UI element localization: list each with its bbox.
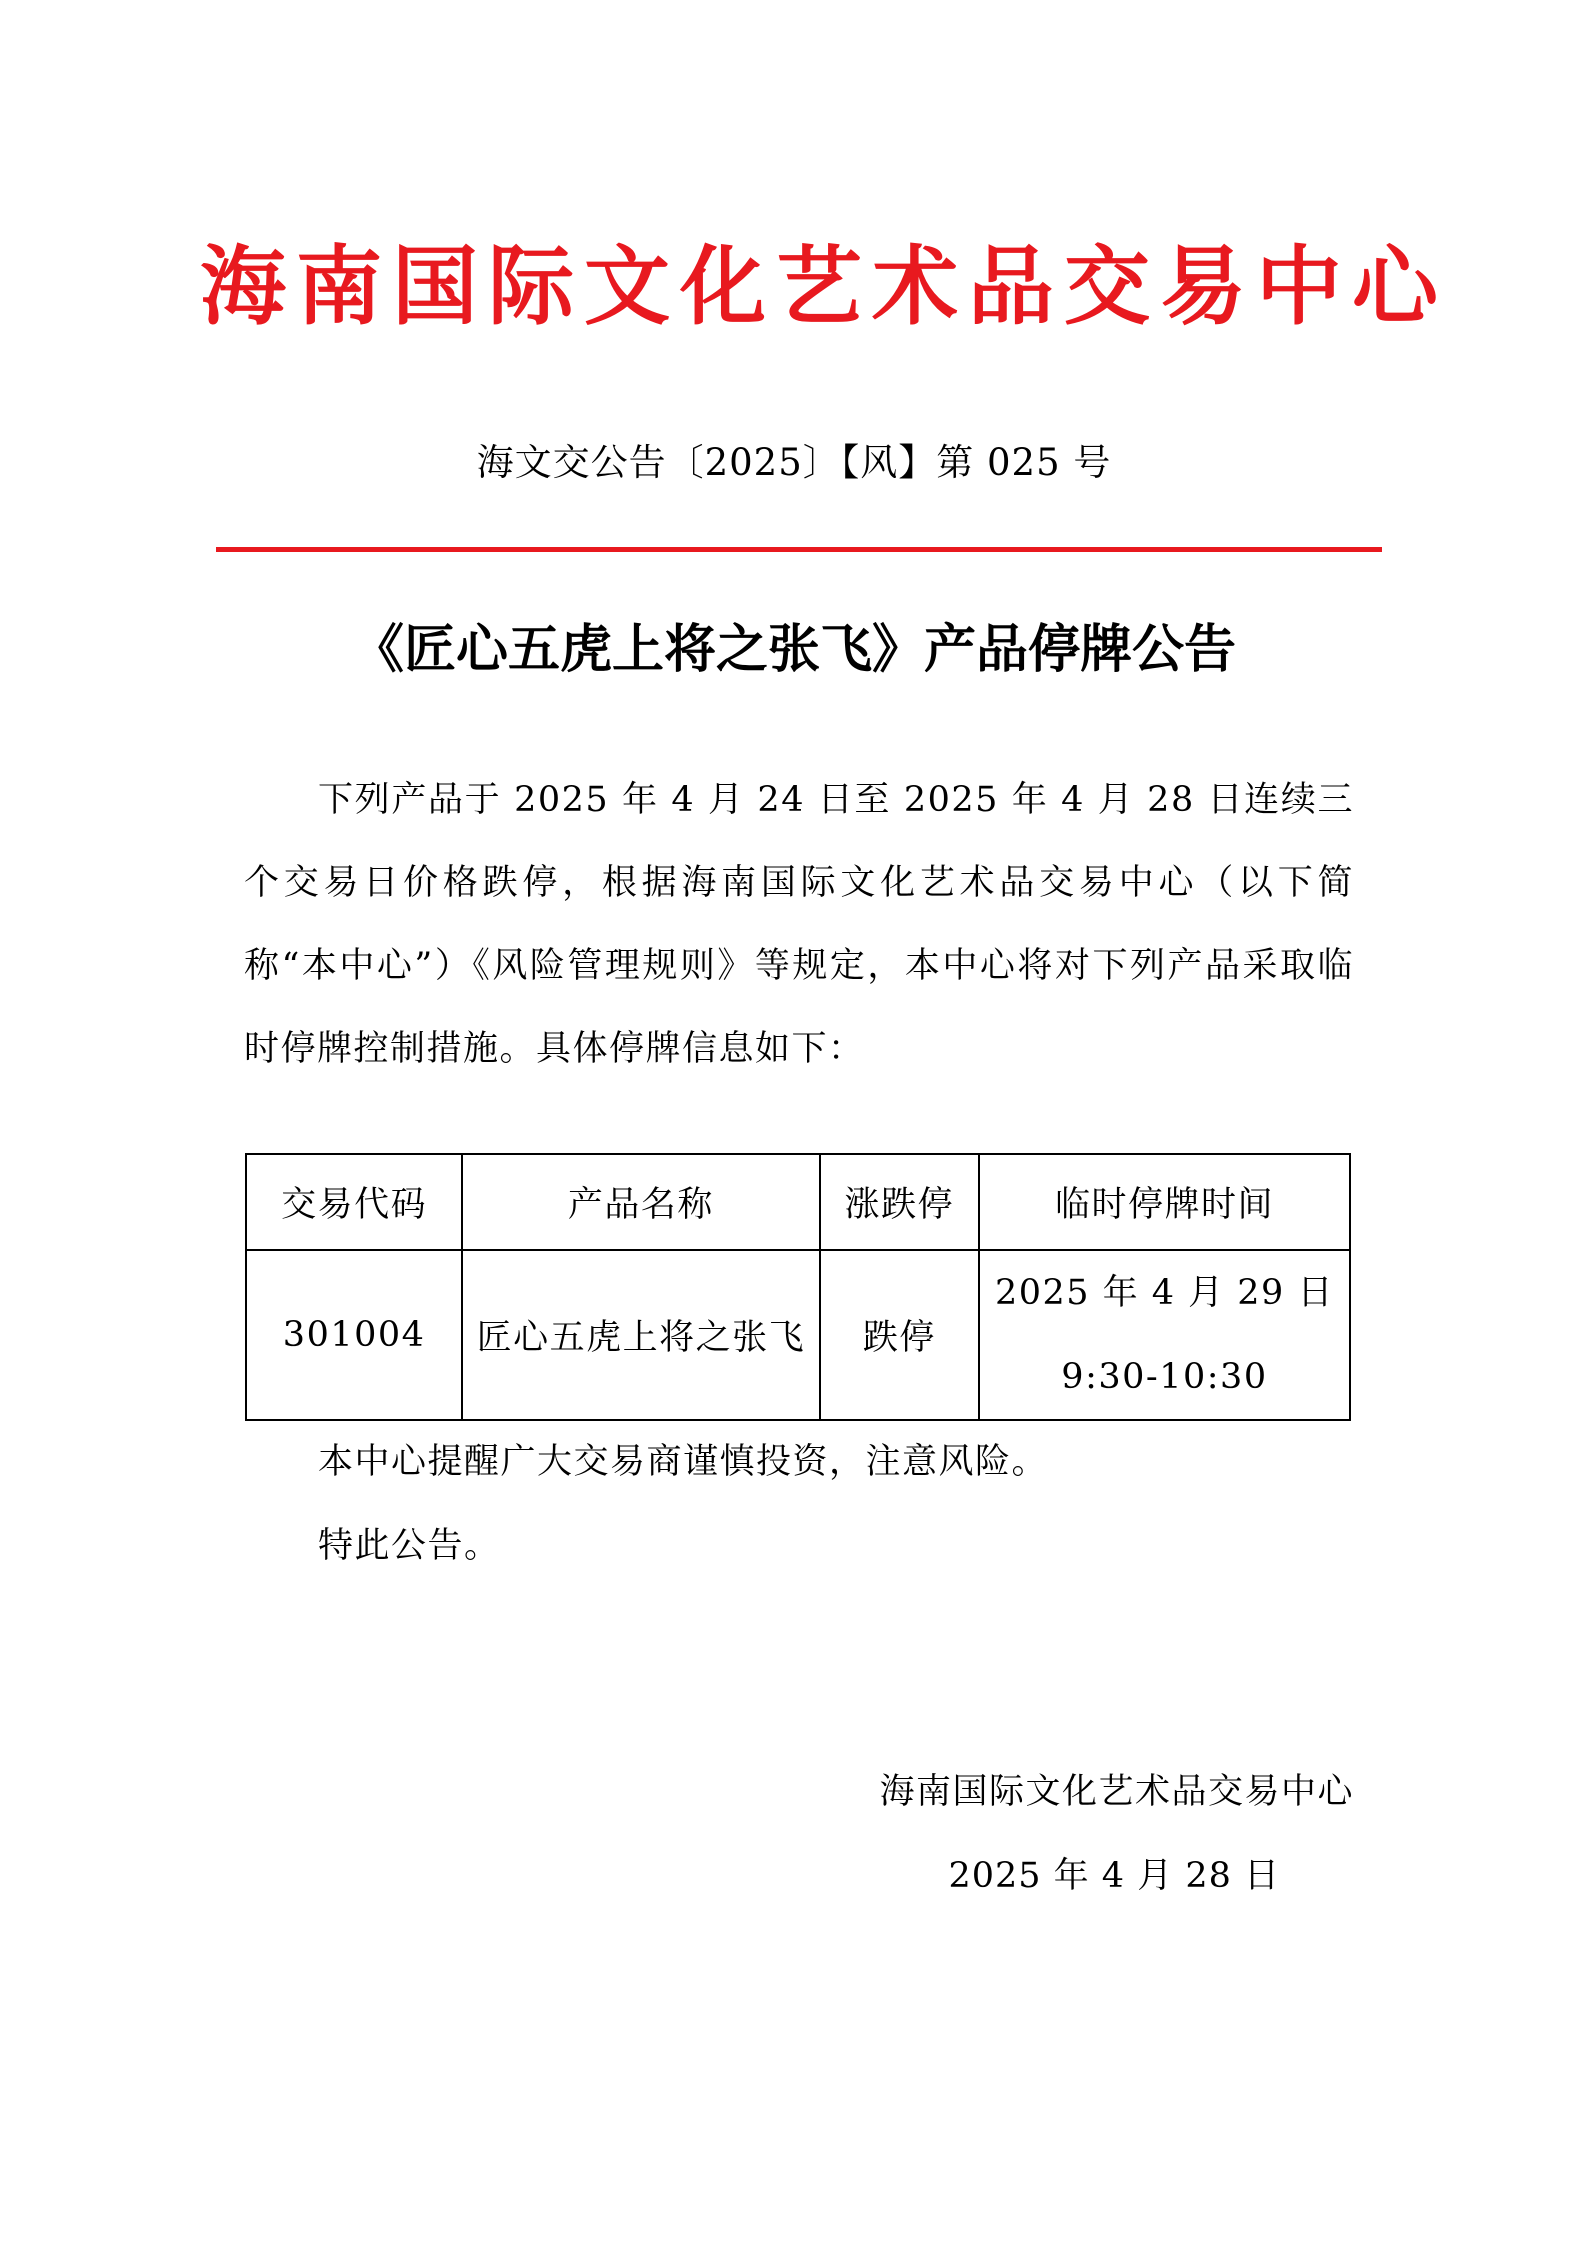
suspension-table xyxy=(245,1153,1351,1421)
cell-trade-code: 301004 xyxy=(246,1250,462,1420)
header-limit-status: 涨跌停 xyxy=(820,1154,979,1250)
cell-limit-status: 跌停 xyxy=(820,1250,979,1420)
header-suspension-time: 临时停牌时间 xyxy=(979,1154,1350,1250)
document-number: 海文交公告〔2025〕【风】第 025 号 xyxy=(476,441,1112,484)
masthead-org-name: 海南国际文化艺术品交易中心 xyxy=(200,237,1448,337)
hereby-announced: 特此公告。 xyxy=(318,1526,501,1566)
suspension-hours: 9:30-10:30 xyxy=(1061,1357,1268,1397)
cell-product-name: 匠心五虎上将之张飞 xyxy=(462,1250,819,1420)
announcement-title: 《匠心五虎上将之张飞》产品停牌公告 xyxy=(351,620,1236,680)
header-product-name: 产品名称 xyxy=(462,1154,819,1250)
risk-reminder: 本中心提醒广大交易商谨慎投资，注意风险。 xyxy=(318,1442,1049,1482)
signature-date: 2025 年 4 月 28 日 xyxy=(948,1856,1280,1896)
table-row xyxy=(246,1250,1350,1420)
suspension-date: 2025 年 4 月 29 日 xyxy=(994,1273,1334,1313)
red-divider-line xyxy=(216,547,1382,552)
signature-org: 海南国际文化艺术品交易中心 xyxy=(879,1772,1354,1812)
cell-suspension-time xyxy=(979,1250,1350,1420)
announcement-body: 下列产品于 2025 年 4 月 24 日至 2025 年 4 月 28 日连续三个交易日价格跌停，根据海南国际文化艺术品交易中心（以下简称“本中心”）《风险管理规则》等规定，本中心将对下列产品采取临时停牌控制措施。具体停牌信息如下： xyxy=(244,780,1354,1069)
header-trade-code: 交易代码 xyxy=(246,1154,462,1250)
table-header-row xyxy=(246,1154,1350,1250)
